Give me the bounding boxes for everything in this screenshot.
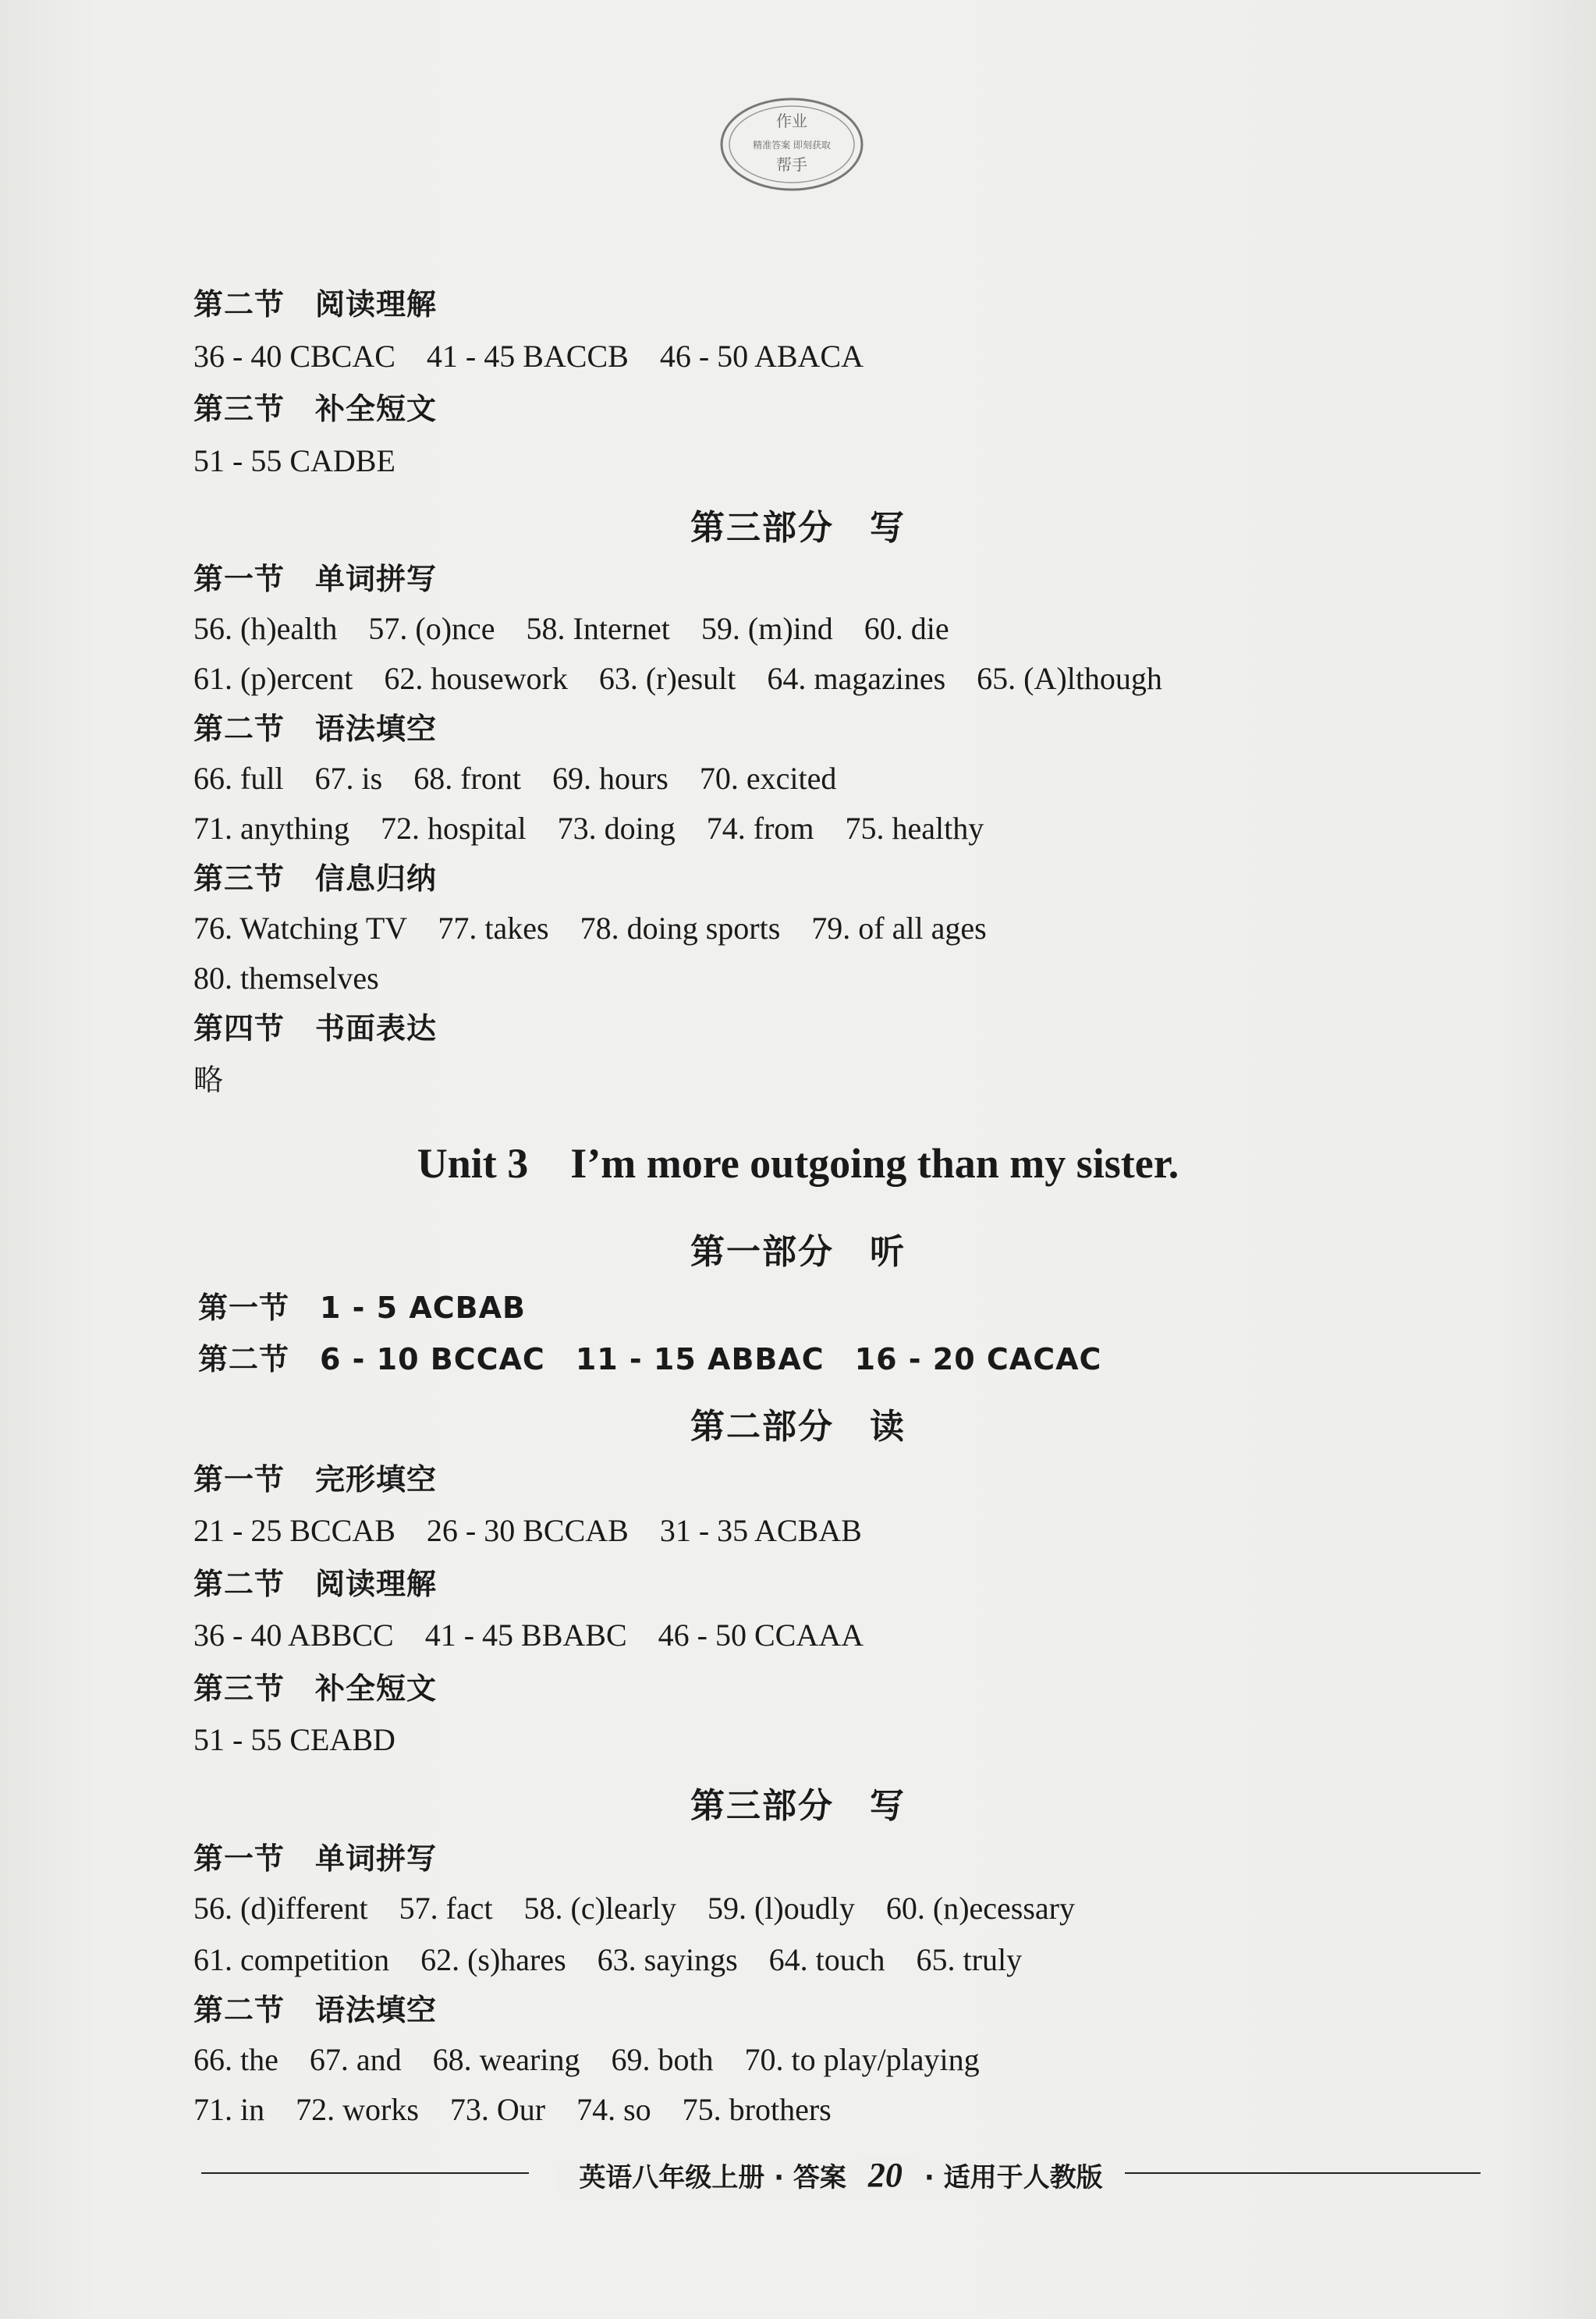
answer-line: 略 [193, 1063, 225, 1097]
page-number: 20 [857, 2156, 913, 2194]
section-title: 第一节 单词拼写 [193, 562, 438, 596]
answer-line: 第二节 6 - 10 BCCAC 11 - 15 ABBAC 16 - 20 CACAC [198, 1342, 1102, 1376]
section-title: 第一节 完形填空 [193, 1462, 438, 1497]
section-title: 第三节 补全短文 [193, 392, 438, 426]
answer-line: 76. Watching TV 77. takes 78. doing sports 79. of all ages [193, 911, 987, 946]
part-title: 第三部分 写 [690, 508, 906, 548]
section-title: 第二节 语法填空 [193, 1993, 438, 2027]
answer-line: 第一节 1 - 5 ACBAB [198, 1291, 526, 1325]
answer-line: 36 - 40 ABBCC 41 - 45 BBABC 46 - 50 CCAAA [193, 1618, 864, 1653]
answer-line: 61. competition 62. (s)hares 63. sayings 64. touch 65. truly [193, 1942, 1023, 1977]
answer-line: 51 - 55 CEABD [193, 1722, 395, 1757]
stamp-line3: 帮手 [776, 155, 807, 174]
answer-line: 71. in 72. works 73. Our 74. so 75. brothers [193, 2092, 832, 2127]
section-title: 第三节 信息归纳 [193, 861, 438, 896]
section-title: 第四节 书面表达 [193, 1011, 438, 1046]
part-title: 第二部分 读 [690, 1407, 906, 1447]
answer-line: 36 - 40 CBCAC 41 - 45 BACCB 46 - 50 ABACA [193, 339, 864, 374]
section-title: 第二节 阅读理解 [193, 1567, 438, 1601]
answer-line: 80. themselves [193, 961, 379, 996]
answer-line: 61. (p)ercent 62. housework 63. (r)esult 64. magazines 65. (A)lthough [193, 661, 1162, 696]
footer-right: · 适用于人教版 [913, 2162, 1114, 2193]
stamp-line2: 精准答案 即刻获取 [753, 140, 831, 151]
section-title: 第二节 语法填空 [193, 712, 438, 746]
footer-left: 英语八年级上册 · 答案 [568, 2162, 857, 2193]
stamp-line1: 作业 [776, 112, 807, 130]
part-title: 第三部分 写 [690, 1786, 906, 1826]
answer-line: 56. (d)ifferent 57. fact 58. (c)learly 59. (l)oudly 60. (n)ecessary [193, 1891, 1075, 1926]
page-footer [201, 2150, 1481, 2194]
stamp-logo [710, 86, 874, 203]
answer-line: 66. full 67. is 68. front 69. hours 70. excited [193, 761, 837, 796]
section-title: 第二节 阅读理解 [193, 287, 438, 321]
part-title: 第一部分 听 [690, 1232, 906, 1272]
answer-line: 66. the 67. and 68. wearing 69. both 70. to play/playing [193, 2042, 980, 2077]
section-title: 第三节 补全短文 [193, 1671, 438, 1706]
answer-line: 21 - 25 BCCAB 26 - 30 BCCAB 31 - 35 ACBAB [193, 1513, 862, 1548]
answer-line: 56. (h)ealth 57. (o)nce 58. Internet 59. (m)ind 60. die [193, 611, 949, 646]
unit-title: Unit 3 I’m more outgoing than my sister. [417, 1140, 1179, 1187]
section-title: 第一节 单词拼写 [193, 1841, 438, 1876]
answer-line: 71. anything 72. hospital 73. doing 74. from 75. healthy [193, 811, 984, 846]
answer-line: 51 - 55 CADBE [193, 443, 395, 478]
